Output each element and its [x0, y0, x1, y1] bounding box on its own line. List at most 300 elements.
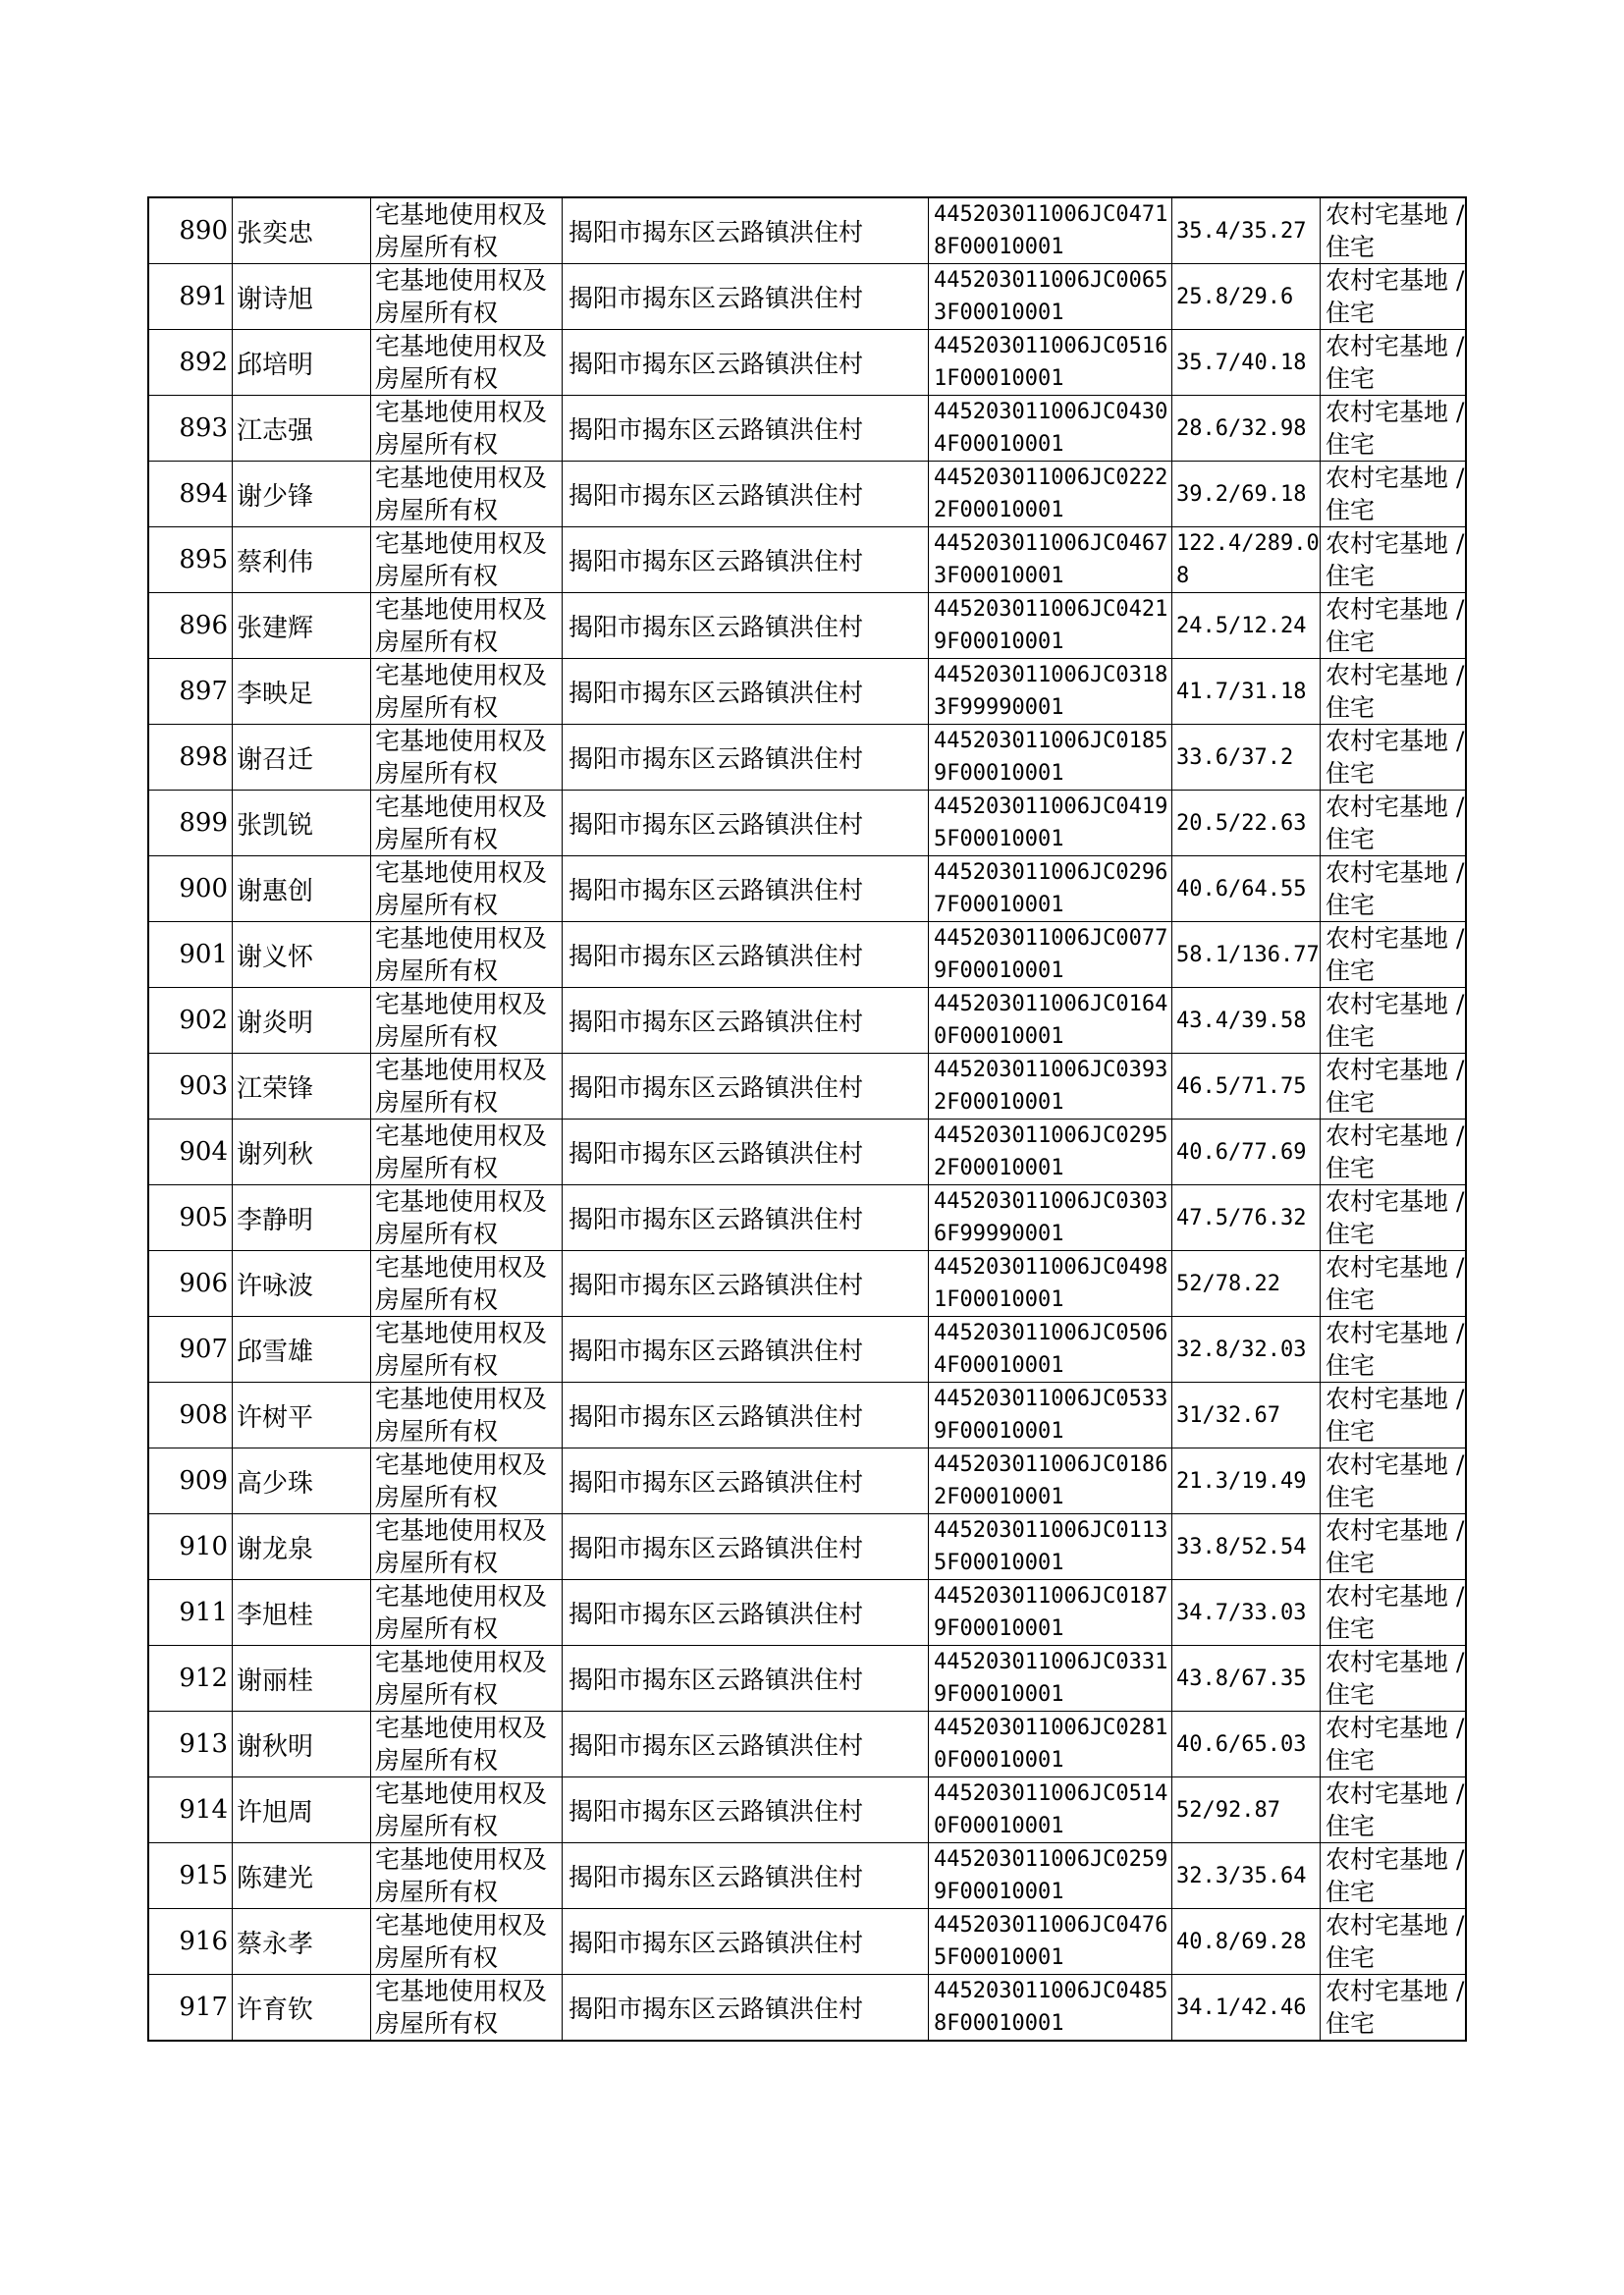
right-type-cell: [371, 922, 563, 988]
row-number-cell: [148, 1383, 233, 1448]
unit-code: 445203011006JC01640F00010001: [934, 992, 1168, 1049]
right-type-cell: [371, 1185, 563, 1251]
row-number: 892: [179, 348, 228, 377]
right-type-cell: [371, 462, 563, 527]
location-cell: [563, 1185, 929, 1251]
unit-code-cell: [929, 659, 1172, 725]
area-cell: [1172, 856, 1321, 922]
right-type-cell: [371, 1317, 563, 1383]
right-type: 宅基地使用权及房屋所有权: [375, 1977, 548, 2038]
location-cell: [563, 527, 929, 593]
table-row: [148, 1843, 1466, 1909]
area-cell: [1172, 1317, 1321, 1383]
land-use-cell: [1321, 1251, 1467, 1317]
owner-name-cell: [233, 1383, 371, 1448]
land-use: 农村宅基地 / 住宅: [1326, 1582, 1465, 1643]
row-number-cell: [148, 1580, 233, 1646]
area-cell: [1172, 396, 1321, 462]
area-cell: [1172, 659, 1321, 725]
location-cell: [563, 1054, 929, 1120]
location: 揭阳市揭东区云路镇洪住村: [568, 547, 864, 575]
location: 揭阳市揭东区云路镇洪住村: [568, 1994, 864, 2023]
land-use: 农村宅基地 / 住宅: [1326, 464, 1465, 524]
land-use: 农村宅基地 / 住宅: [1326, 1056, 1465, 1117]
area-cell: [1172, 1646, 1321, 1712]
right-type: 宅基地使用权及房屋所有权: [375, 266, 548, 327]
unit-code-cell: [929, 1120, 1172, 1185]
right-type-cell: [371, 197, 563, 264]
land-use-cell: [1321, 593, 1467, 659]
location-cell: [563, 1646, 929, 1712]
owner-name: 张建辉: [237, 613, 314, 643]
table-row: [148, 1712, 1466, 1777]
row-number: 901: [179, 940, 228, 969]
location: 揭阳市揭东区云路镇洪住村: [568, 942, 864, 970]
land-use: 农村宅基地 / 住宅: [1326, 727, 1465, 788]
owner-name-cell: [233, 197, 371, 264]
land-use: 农村宅基地 / 住宅: [1326, 1977, 1465, 2038]
right-type: 宅基地使用权及房屋所有权: [375, 1845, 548, 1906]
location: 揭阳市揭东区云路镇洪住村: [568, 679, 864, 707]
unit-code: 445203011006JC02967F00010001: [934, 860, 1168, 917]
location-cell: [563, 988, 929, 1054]
land-use-cell: [1321, 1514, 1467, 1580]
unit-code: 445203011006JC05140F00010001: [934, 1781, 1168, 1838]
right-type-cell: [371, 1251, 563, 1317]
owner-name-cell: [233, 922, 371, 988]
land-use: 农村宅基地 / 住宅: [1326, 1121, 1465, 1182]
location: 揭阳市揭东区云路镇洪住村: [568, 744, 864, 773]
right-type-cell: [371, 527, 563, 593]
area: 24.5/12.24: [1176, 613, 1307, 638]
unit-code: 445203011006JC04858F00010001: [934, 1979, 1168, 2036]
land-use: 农村宅基地 / 住宅: [1326, 529, 1465, 590]
row-number-cell: [148, 396, 233, 462]
location-cell: [563, 1909, 929, 1975]
location-cell: [563, 462, 929, 527]
area: 28.6/32.98: [1176, 415, 1307, 441]
right-type: 宅基地使用权及房屋所有权: [375, 924, 548, 985]
land-use-cell: [1321, 1383, 1467, 1448]
row-number: 909: [179, 1466, 228, 1496]
location: 揭阳市揭东区云路镇洪住村: [568, 1271, 864, 1299]
area: 21.3/19.49: [1176, 1468, 1307, 1494]
unit-code: 445203011006JC02810F00010001: [934, 1716, 1168, 1773]
owner-name-cell: [233, 791, 371, 856]
right-type-cell: [371, 725, 563, 791]
table-row: [148, 593, 1466, 659]
right-type: 宅基地使用权及房屋所有权: [375, 200, 548, 261]
unit-code: 445203011006JC03319F00010001: [934, 1650, 1168, 1707]
table-row: [148, 1448, 1466, 1514]
right-type: 宅基地使用权及房屋所有权: [375, 1582, 548, 1643]
land-use: 农村宅基地 / 住宅: [1326, 200, 1465, 261]
location-cell: [563, 1514, 929, 1580]
row-number-cell: [148, 659, 233, 725]
unit-code-cell: [929, 988, 1172, 1054]
right-type: 宅基地使用权及房屋所有权: [375, 1253, 548, 1314]
area-cell: [1172, 330, 1321, 396]
row-number: 911: [179, 1598, 228, 1627]
row-number: 908: [179, 1400, 228, 1430]
area-cell: [1172, 1514, 1321, 1580]
row-number: 890: [179, 216, 228, 246]
location-cell: [563, 1712, 929, 1777]
right-type-cell: [371, 1909, 563, 1975]
location-cell: [563, 659, 929, 725]
table-row: [148, 462, 1466, 527]
row-number: 899: [179, 808, 228, 838]
right-type-cell: [371, 659, 563, 725]
location-cell: [563, 1975, 929, 2042]
owner-name: 谢召迁: [237, 744, 314, 775]
table-row: [148, 1120, 1466, 1185]
row-number-cell: [148, 1843, 233, 1909]
owner-name-cell: [233, 1777, 371, 1843]
land-use: 农村宅基地 / 住宅: [1326, 1450, 1465, 1511]
area-cell: [1172, 1448, 1321, 1514]
land-use: 农村宅基地 / 住宅: [1326, 990, 1465, 1051]
location: 揭阳市揭东区云路镇洪住村: [568, 1600, 864, 1628]
land-use-cell: [1321, 1054, 1467, 1120]
location-cell: [563, 922, 929, 988]
row-number: 894: [179, 479, 228, 509]
unit-code-cell: [929, 791, 1172, 856]
right-type: 宅基地使用权及房屋所有权: [375, 398, 548, 459]
area: 43.4/39.58: [1176, 1008, 1307, 1033]
area-cell: [1172, 1383, 1321, 1448]
table-row: [148, 330, 1466, 396]
location-cell: [563, 1843, 929, 1909]
land-use-cell: [1321, 396, 1467, 462]
unit-code-cell: [929, 1383, 1172, 1448]
area: 33.8/52.54: [1176, 1534, 1307, 1559]
area: 35.7/40.18: [1176, 350, 1307, 375]
land-use-cell: [1321, 725, 1467, 791]
location-cell: [563, 396, 929, 462]
location: 揭阳市揭东区云路镇洪住村: [568, 810, 864, 839]
row-number-cell: [148, 1712, 233, 1777]
owner-name-cell: [233, 1580, 371, 1646]
owner-name-cell: [233, 527, 371, 593]
land-use-cell: [1321, 1580, 1467, 1646]
owner-name-cell: [233, 856, 371, 922]
area-cell: [1172, 264, 1321, 330]
unit-code-cell: [929, 264, 1172, 330]
area-cell: [1172, 593, 1321, 659]
owner-name: 谢惠创: [237, 876, 314, 906]
row-number: 902: [179, 1006, 228, 1035]
row-number: 893: [179, 413, 228, 443]
land-use: 农村宅基地 / 住宅: [1326, 1253, 1465, 1314]
row-number-cell: [148, 856, 233, 922]
row-number-cell: [148, 1120, 233, 1185]
right-type: 宅基地使用权及房屋所有权: [375, 1714, 548, 1775]
unit-code-cell: [929, 197, 1172, 264]
owner-name: 蔡永孝: [237, 1929, 314, 1959]
row-number-cell: [148, 988, 233, 1054]
location: 揭阳市揭东区云路镇洪住村: [568, 1731, 864, 1760]
land-use-cell: [1321, 197, 1467, 264]
owner-name: 李映足: [237, 679, 314, 709]
right-type-cell: [371, 1712, 563, 1777]
right-type-cell: [371, 1843, 563, 1909]
owner-name-cell: [233, 1448, 371, 1514]
right-type: 宅基地使用权及房屋所有权: [375, 529, 548, 590]
area: 40.6/64.55: [1176, 876, 1307, 902]
right-type-cell: [371, 1120, 563, 1185]
unit-code: 445203011006JC03183F99990001: [934, 663, 1168, 720]
land-use: 农村宅基地 / 住宅: [1326, 398, 1465, 459]
table-row: [148, 1317, 1466, 1383]
right-type-cell: [371, 1448, 563, 1514]
land-use-cell: [1321, 462, 1467, 527]
row-number-cell: [148, 527, 233, 593]
right-type: 宅基地使用权及房屋所有权: [375, 332, 548, 393]
area: 40.6/77.69: [1176, 1139, 1307, 1165]
row-number-cell: [148, 1185, 233, 1251]
owner-name: 蔡利伟: [237, 547, 314, 577]
location-cell: [563, 1251, 929, 1317]
unit-code: 445203011006JC00779F00010001: [934, 926, 1168, 983]
area: 40.8/69.28: [1176, 1929, 1307, 1954]
location-cell: [563, 593, 929, 659]
right-type: 宅基地使用权及房屋所有权: [375, 792, 548, 853]
unit-code-cell: [929, 856, 1172, 922]
row-number-cell: [148, 1514, 233, 1580]
owner-name-cell: [233, 1251, 371, 1317]
land-use-cell: [1321, 1185, 1467, 1251]
location-cell: [563, 1120, 929, 1185]
area: 35.4/35.27: [1176, 218, 1307, 244]
location: 揭阳市揭东区云路镇洪住村: [568, 1929, 864, 1957]
table-row: [148, 1383, 1466, 1448]
area: 46.5/71.75: [1176, 1073, 1307, 1099]
location: 揭阳市揭东区云路镇洪住村: [568, 415, 864, 444]
land-use-cell: [1321, 1843, 1467, 1909]
land-use-cell: [1321, 1777, 1467, 1843]
area: 52/78.22: [1176, 1271, 1280, 1296]
location-cell: [563, 330, 929, 396]
owner-name-cell: [233, 659, 371, 725]
unit-code-cell: [929, 593, 1172, 659]
land-use-cell: [1321, 1317, 1467, 1383]
owner-name: 陈建光: [237, 1863, 314, 1893]
land-use: 农村宅基地 / 住宅: [1326, 924, 1465, 985]
right-type-cell: [371, 1383, 563, 1448]
right-type-cell: [371, 1646, 563, 1712]
right-type-cell: [371, 791, 563, 856]
land-use: 农村宅基地 / 住宅: [1326, 595, 1465, 656]
owner-name-cell: [233, 1975, 371, 2042]
owner-name: 李静明: [237, 1205, 314, 1235]
row-number-cell: [148, 1054, 233, 1120]
land-use-cell: [1321, 1712, 1467, 1777]
area-cell: [1172, 791, 1321, 856]
land-use: 农村宅基地 / 住宅: [1326, 1385, 1465, 1446]
area: 43.8/67.35: [1176, 1666, 1307, 1691]
land-use-cell: [1321, 1646, 1467, 1712]
right-type-cell: [371, 330, 563, 396]
owner-name: 许树平: [237, 1402, 314, 1433]
land-use-cell: [1321, 856, 1467, 922]
area-cell: [1172, 1712, 1321, 1777]
row-number-cell: [148, 593, 233, 659]
owner-name: 谢诗旭: [237, 284, 314, 314]
unit-code-cell: [929, 462, 1172, 527]
area: 32.3/35.64: [1176, 1863, 1307, 1888]
unit-code-cell: [929, 1777, 1172, 1843]
table-row: [148, 264, 1466, 330]
area-cell: [1172, 1580, 1321, 1646]
table-body: [148, 197, 1466, 2041]
unit-code: 445203011006JC04981F00010001: [934, 1255, 1168, 1312]
land-use-cell: [1321, 659, 1467, 725]
registration-table: [147, 196, 1467, 2042]
unit-code-cell: [929, 330, 1172, 396]
row-number-cell: [148, 791, 233, 856]
table-row: [148, 659, 1466, 725]
area-cell: [1172, 197, 1321, 264]
owner-name: 张凯锐: [237, 810, 314, 841]
location: 揭阳市揭东区云路镇洪住村: [568, 284, 864, 312]
unit-code-cell: [929, 527, 1172, 593]
area: 122.4/289.08: [1176, 531, 1320, 588]
land-use: 农村宅基地 / 住宅: [1326, 1911, 1465, 1972]
table-row: [148, 1054, 1466, 1120]
location: 揭阳市揭东区云路镇洪住村: [568, 218, 864, 246]
row-number-cell: [148, 1646, 233, 1712]
land-use-cell: [1321, 1448, 1467, 1514]
land-use: 农村宅基地 / 住宅: [1326, 332, 1465, 393]
right-type: 宅基地使用权及房屋所有权: [375, 1121, 548, 1182]
area: 39.2/69.18: [1176, 481, 1307, 507]
location: 揭阳市揭东区云路镇洪住村: [568, 1534, 864, 1562]
area: 41.7/31.18: [1176, 679, 1307, 704]
location-cell: [563, 725, 929, 791]
table-row: [148, 1646, 1466, 1712]
right-type: 宅基地使用权及房屋所有权: [375, 1187, 548, 1248]
unit-code-cell: [929, 1975, 1172, 2042]
table-row: [148, 1251, 1466, 1317]
row-number-cell: [148, 922, 233, 988]
row-number-cell: [148, 1777, 233, 1843]
area: 34.7/33.03: [1176, 1600, 1307, 1625]
location-cell: [563, 1317, 929, 1383]
unit-code-cell: [929, 1843, 1172, 1909]
right-type-cell: [371, 396, 563, 462]
row-number: 898: [179, 742, 228, 772]
row-number-cell: [148, 1975, 233, 2042]
land-use: 农村宅基地 / 住宅: [1326, 1187, 1465, 1248]
area-cell: [1172, 1054, 1321, 1120]
owner-name-cell: [233, 1054, 371, 1120]
location: 揭阳市揭东区云路镇洪住村: [568, 1797, 864, 1826]
location: 揭阳市揭东区云路镇洪住村: [568, 350, 864, 378]
land-use: 农村宅基地 / 住宅: [1326, 1319, 1465, 1380]
owner-name-cell: [233, 396, 371, 462]
owner-name: 谢龙泉: [237, 1534, 314, 1564]
owner-name: 李旭桂: [237, 1600, 314, 1630]
area: 34.1/42.46: [1176, 1994, 1307, 2020]
owner-name-cell: [233, 1120, 371, 1185]
right-type-cell: [371, 593, 563, 659]
land-use-cell: [1321, 922, 1467, 988]
unit-code: 445203011006JC03932F00010001: [934, 1058, 1168, 1115]
owner-name-cell: [233, 988, 371, 1054]
location: 揭阳市揭东区云路镇洪住村: [568, 481, 864, 510]
unit-code-cell: [929, 1317, 1172, 1383]
owner-name: 许咏波: [237, 1271, 314, 1301]
row-number-cell: [148, 197, 233, 264]
right-type-cell: [371, 1514, 563, 1580]
row-number: 897: [179, 677, 228, 706]
owner-name-cell: [233, 1909, 371, 1975]
location-cell: [563, 1580, 929, 1646]
table-row: [148, 396, 1466, 462]
row-number: 903: [179, 1071, 228, 1101]
land-use: 农村宅基地 / 住宅: [1326, 858, 1465, 919]
row-number: 891: [179, 282, 228, 311]
right-type: 宅基地使用权及房屋所有权: [375, 1319, 548, 1380]
unit-code: 445203011006JC02599F00010001: [934, 1847, 1168, 1904]
row-number: 905: [179, 1203, 228, 1232]
unit-code: 445203011006JC05161F00010001: [934, 334, 1168, 391]
row-number-cell: [148, 264, 233, 330]
area-cell: [1172, 1777, 1321, 1843]
owner-name: 江志强: [237, 415, 314, 446]
row-number: 913: [179, 1729, 228, 1759]
location: 揭阳市揭东区云路镇洪住村: [568, 1863, 864, 1891]
right-type: 宅基地使用权及房屋所有权: [375, 858, 548, 919]
unit-code: 445203011006JC04304F00010001: [934, 400, 1168, 457]
area-cell: [1172, 988, 1321, 1054]
land-use: 农村宅基地 / 住宅: [1326, 1714, 1465, 1775]
unit-code: 445203011006JC05064F00010001: [934, 1321, 1168, 1378]
right-type: 宅基地使用权及房屋所有权: [375, 661, 548, 722]
unit-code: 445203011006JC02222F00010001: [934, 465, 1168, 522]
table-row: [148, 1777, 1466, 1843]
land-use-cell: [1321, 1975, 1467, 2042]
owner-name-cell: [233, 1646, 371, 1712]
location: 揭阳市揭东区云路镇洪住村: [568, 876, 864, 904]
owner-name: 邱培明: [237, 350, 314, 380]
owner-name: 高少珠: [237, 1468, 314, 1499]
location: 揭阳市揭东区云路镇洪住村: [568, 1337, 864, 1365]
row-number: 915: [179, 1861, 228, 1890]
row-number: 895: [179, 545, 228, 574]
land-use-cell: [1321, 988, 1467, 1054]
owner-name: 谢列秋: [237, 1139, 314, 1170]
unit-code: 445203011006JC02952F00010001: [934, 1123, 1168, 1180]
right-type-cell: [371, 988, 563, 1054]
row-number: 912: [179, 1664, 228, 1693]
owner-name: 张奕忠: [237, 218, 314, 248]
area-cell: [1172, 725, 1321, 791]
right-type: 宅基地使用权及房屋所有权: [375, 1450, 548, 1511]
land-use-cell: [1321, 527, 1467, 593]
area: 40.6/65.03: [1176, 1731, 1307, 1757]
right-type: 宅基地使用权及房屋所有权: [375, 1911, 548, 1972]
right-type-cell: [371, 1777, 563, 1843]
unit-code-cell: [929, 1185, 1172, 1251]
right-type-cell: [371, 1975, 563, 2042]
right-type: 宅基地使用权及房屋所有权: [375, 464, 548, 524]
table-row: [148, 988, 1466, 1054]
unit-code-cell: [929, 1712, 1172, 1777]
row-number: 907: [179, 1335, 228, 1364]
right-type: 宅基地使用权及房屋所有权: [375, 1056, 548, 1117]
